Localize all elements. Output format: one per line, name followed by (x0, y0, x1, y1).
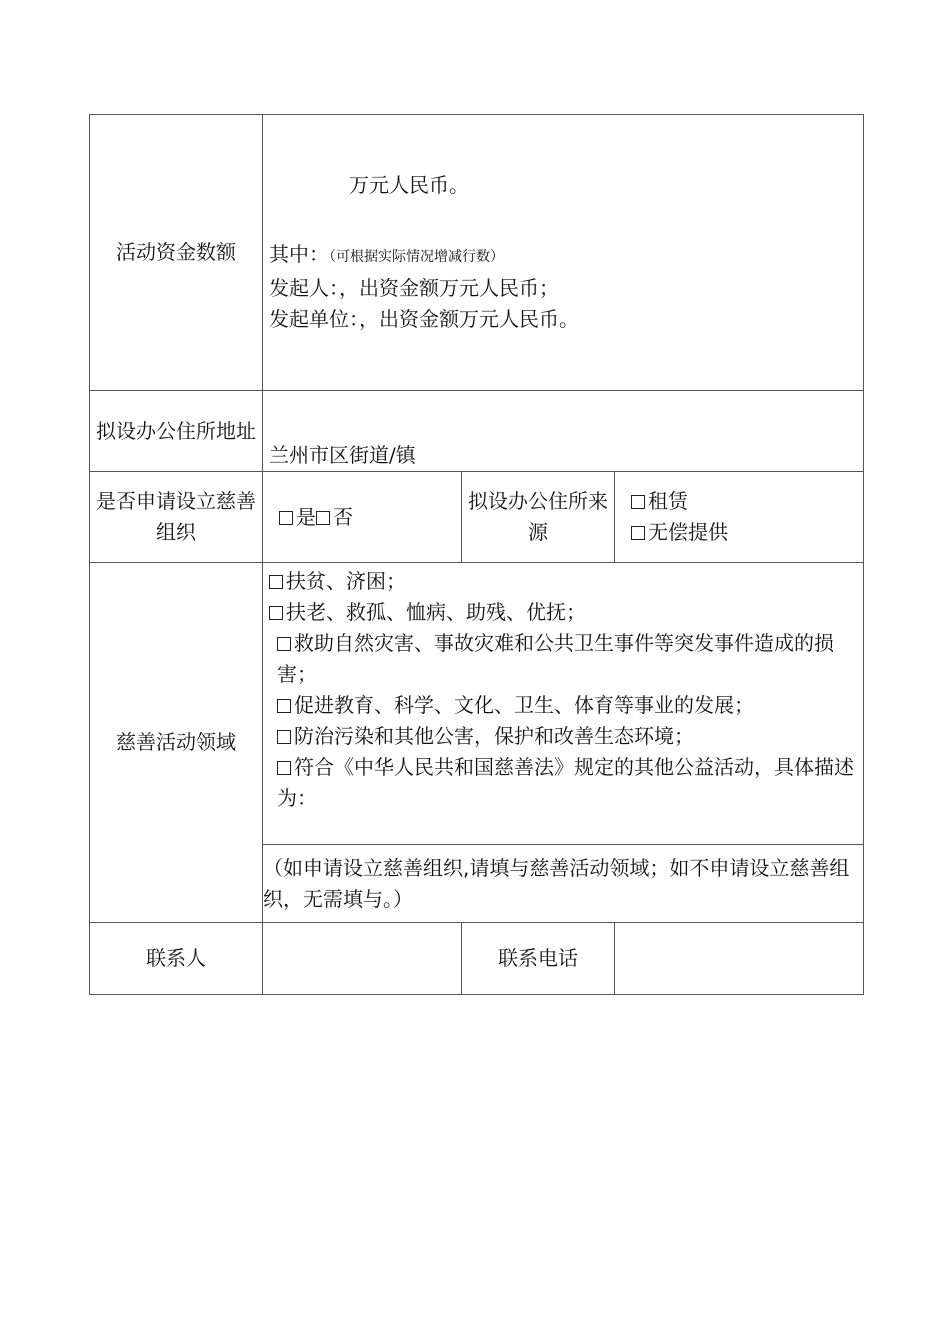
domain-label: 救助自然灾害、事故灾难和公共卫生事件等突发事件造成的损害； (277, 631, 834, 686)
yes-checkbox[interactable] (279, 511, 293, 525)
application-form-table (89, 114, 864, 995)
address-value[interactable]: 兰州市区街道/镇 (263, 391, 864, 472)
domain-checkbox[interactable] (277, 637, 291, 651)
rent-option-label: 租赁 (648, 489, 688, 513)
charity-apply-row (90, 472, 864, 563)
charity-apply-options (263, 472, 462, 563)
domain-label: 防治污染和其他公害，保护和改善生态环境； (294, 724, 694, 748)
breakdown-prefix: 其中： (269, 242, 329, 266)
domain-checkbox[interactable] (277, 761, 291, 775)
domain-option (269, 628, 859, 690)
domain-option (269, 597, 859, 628)
charity-domain-row (90, 563, 864, 845)
funding-amount: 万元人民币。 (349, 173, 469, 197)
funding-breakdown (269, 239, 859, 273)
charity-domain-notice: （如申请设立慈善组织,请填与慈善活动领域；如不申请设立慈善组织，无需填与。） (263, 845, 864, 923)
domain-option (269, 721, 859, 752)
charity-domain-label: 慈善活动领域 (90, 563, 263, 923)
initiator-unit: 发起单位：，出资金额万元人民币。 (269, 307, 579, 331)
domain-label: 符合《中华人民共和国慈善法》规定的其他公益活动，具体描述为： (277, 755, 854, 810)
domain-checkbox[interactable] (277, 699, 291, 713)
office-source-label: 拟设办公住所来源 (462, 472, 615, 563)
address-label: 拟设办公住所地址 (90, 391, 263, 472)
free-checkbox[interactable] (631, 526, 645, 540)
domain-checkbox[interactable] (269, 575, 283, 589)
funding-row (90, 115, 864, 391)
charity-apply-label: 是否申请设立慈善组织 (90, 472, 263, 563)
no-option-label: 否 (333, 504, 353, 529)
domain-option (269, 690, 859, 721)
address-row (90, 391, 864, 472)
contact-person-label: 联系人 (90, 923, 263, 995)
funding-content[interactable] (263, 115, 864, 391)
no-checkbox[interactable] (316, 511, 330, 525)
domain-checkbox[interactable] (269, 606, 283, 620)
domain-label: 促进教育、科学、文化、卫生、体育等事业的发展； (294, 693, 754, 717)
domain-option (269, 566, 859, 597)
contact-person-value[interactable] (263, 923, 462, 995)
yes-option-label: 是 (296, 504, 316, 529)
rent-checkbox[interactable] (631, 495, 645, 509)
domain-checkbox[interactable] (277, 730, 291, 744)
funding-label: 活动资金数额 (90, 115, 263, 391)
contact-phone-value[interactable] (615, 923, 864, 995)
domain-option (269, 752, 859, 814)
breakdown-note: （可根据实际情况增减行数） (329, 249, 504, 265)
office-source-options (615, 472, 864, 563)
domain-label: 扶贫、济困； (286, 569, 406, 593)
initiator-person: 发起人：，出资金额万元人民币； (269, 276, 559, 300)
charity-domain-options (263, 563, 864, 845)
contact-phone-label: 联系电话 (462, 923, 615, 995)
free-option-label: 无偿提供 (648, 520, 728, 544)
domain-label: 扶老、救孤、恤病、助残、优抚； (286, 600, 586, 624)
contact-row (90, 923, 864, 995)
